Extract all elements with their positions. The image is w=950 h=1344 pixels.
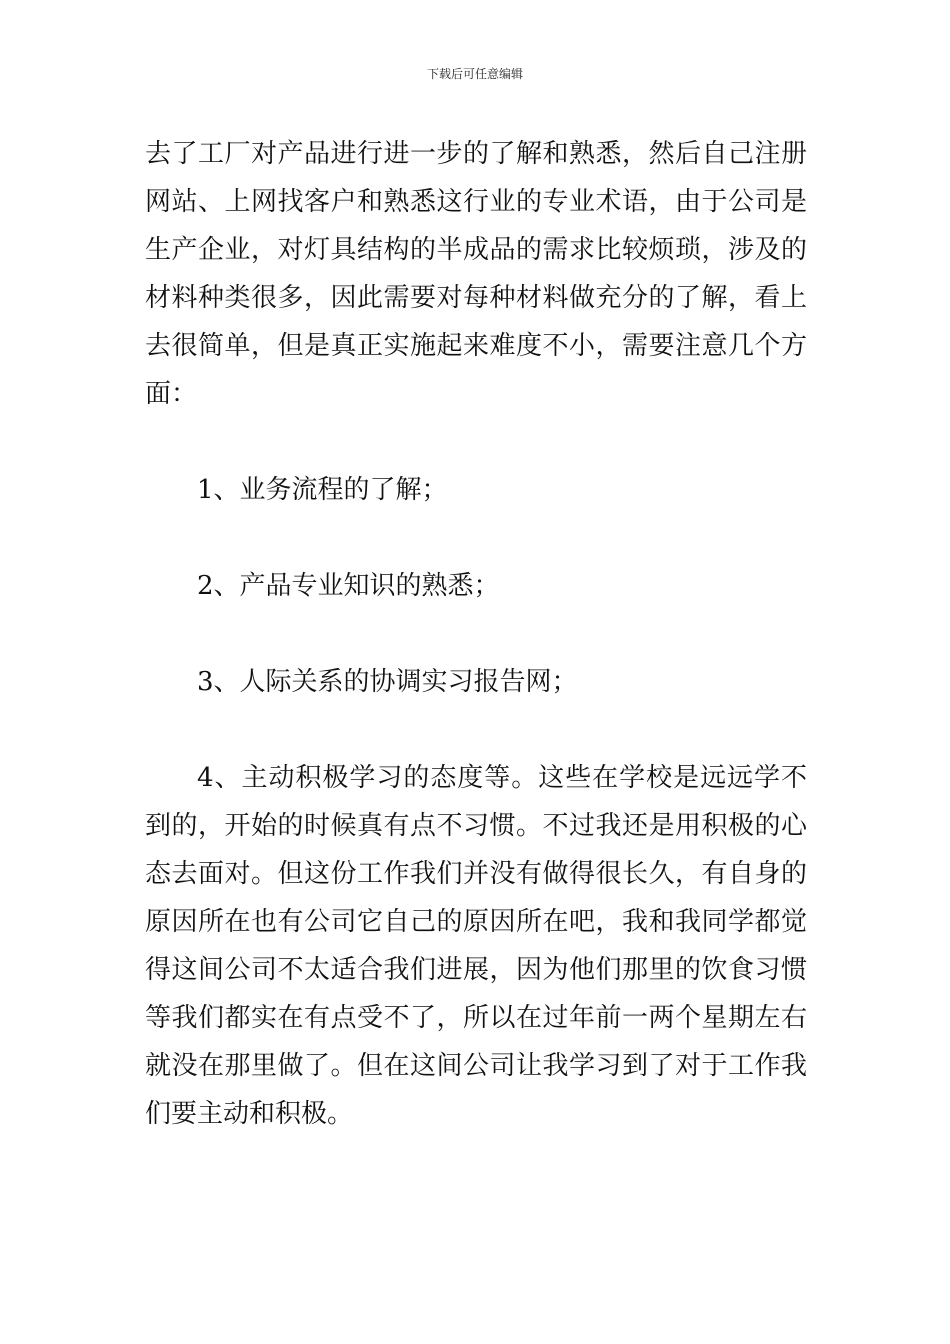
- final-paragraph: 4、主动积极学习的态度等。这些在学校是远远学不到的，开始的时候真有点不习惯。不过我还是用积极的心态去面对。但这份工作我们并没有做得很长久，有自身的原因所在也有公司它自己的原因所在吧，我和我同学都觉得这间公司不太适合我们进展，因为他们那里的饮食习惯等我们都实在有点受不了，所以在过年前一两个星期左右就没在那里做了。但在这间公司让我学习到了对于工作我们要主动和积极。: [145, 763, 807, 1129]
- list-item: 2、产品专业知识的熟悉；: [197, 571, 500, 601]
- page-header: 下载后可任意编辑: [426, 67, 523, 81]
- document-body: [145, 130, 807, 1138]
- intro-paragraph: 去了工厂对产品进行进一步的了解和熟悉，然后自己注册网站、上网找客户和熟悉这行业的专业术语，由于公司是生产企业，对灯具结构的半成品的需求比较烦琐，涉及的材料种类很多，因此需要对每种材料做充分的了解，看上去很简单，但是真正实施起来难度不小，需要注意几个方面：: [145, 139, 807, 409]
- list-item: 3、人际关系的协调实习报告网；: [197, 667, 578, 697]
- list-item: 1、业务流程的了解；: [197, 475, 448, 505]
